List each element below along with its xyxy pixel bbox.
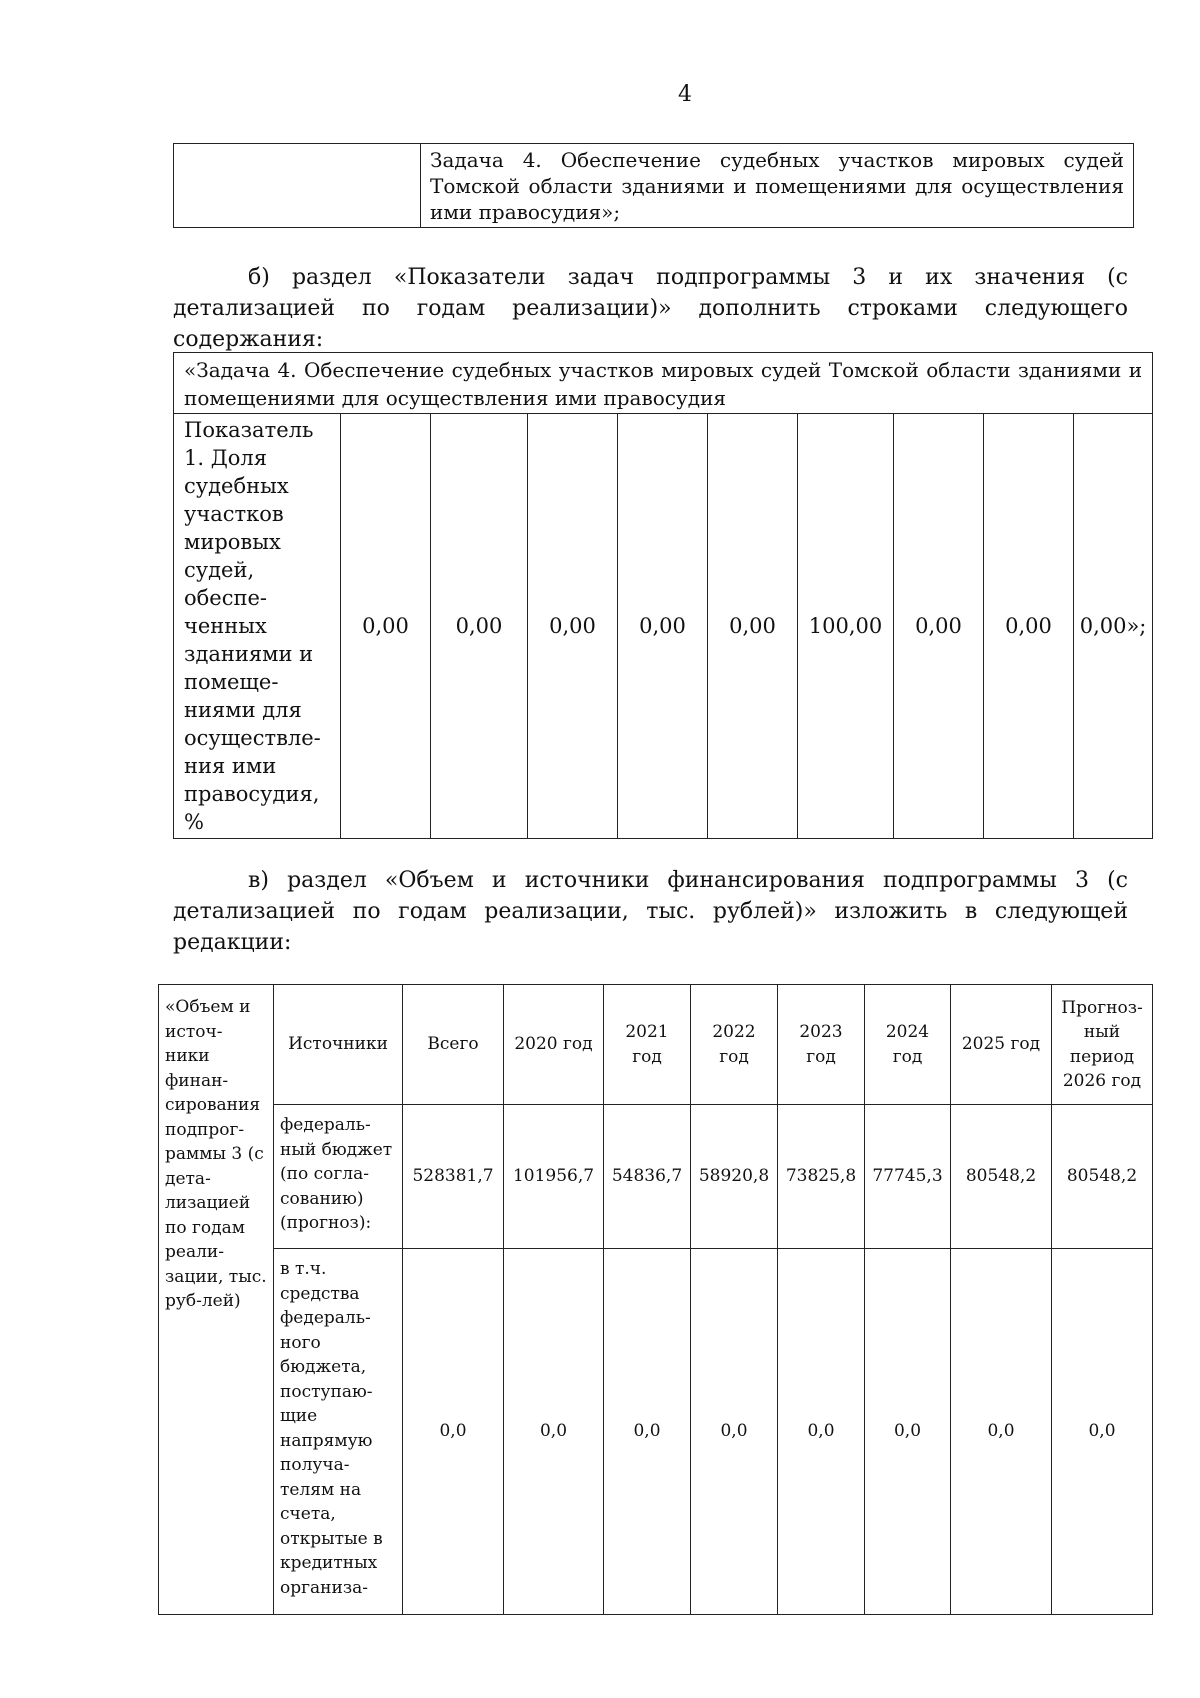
value-cell: 0,0 xyxy=(778,1249,865,1615)
indicator-value: 0,00 xyxy=(984,414,1074,839)
source-federal-budget: федераль-ный бюджет (по согла-сованию) (прогноз): xyxy=(274,1105,403,1249)
indicator-value: 0,00 xyxy=(894,414,984,839)
value-cell: 58920,8 xyxy=(691,1105,778,1249)
indicator-value: 0,00 xyxy=(708,414,798,839)
header-total: Всего xyxy=(403,985,504,1105)
task-4-heading: «Задача 4. Обеспечение судебных участков мировых судей Томской области зданиями и помещениями для осуществления ими правосудия xyxy=(174,353,1153,414)
value-cell: 101956,7 xyxy=(504,1105,604,1249)
paragraph-b-text: б) раздел «Показатели задач подпрограммы 3 и их значения (с детализацией по годам реализации)» дополнить строками следующего содержания: xyxy=(173,265,1128,352)
header-forecast-2026: Прогноз-ный период 2026 год xyxy=(1052,985,1153,1105)
value-cell: 528381,7 xyxy=(403,1105,504,1249)
indicator-value: 100,00 xyxy=(798,414,894,839)
value-cell: 0,0 xyxy=(691,1249,778,1615)
indicator-value: 0,00 xyxy=(431,414,528,839)
header-2021: 2021 год xyxy=(604,985,691,1105)
paragraph-v xyxy=(173,865,1128,958)
table-row xyxy=(159,1249,1153,1615)
financing-table xyxy=(158,984,1153,1615)
value-cell: 77745,3 xyxy=(865,1105,951,1249)
paragraph-b xyxy=(173,262,1128,355)
financing-row-header: «Объем и источ-ники финан-сирования подпрог-раммы 3 (с дета-лизацией по годам реали-зации, тыс. руб-лей) xyxy=(159,985,274,1615)
value-cell: 0,0 xyxy=(604,1249,691,1615)
header-2020: 2020 год xyxy=(504,985,604,1105)
value-cell: 0,0 xyxy=(504,1249,604,1615)
value-cell: 0,0 xyxy=(1052,1249,1153,1615)
source-federal-direct: в т.ч. средства федераль-ного бюджета, поступаю-щие напрямую получа-телям на счета, открытые в кредитных организа- xyxy=(274,1249,403,1615)
indicator-value: 0,00 xyxy=(528,414,618,839)
indicator-value: 0,00 xyxy=(618,414,708,839)
header-2025: 2025 год xyxy=(951,985,1052,1105)
value-cell: 0,0 xyxy=(403,1249,504,1615)
header-sources: Источники xyxy=(274,985,403,1105)
task-table-continuation xyxy=(173,143,1134,228)
indicator-value: 0,00 xyxy=(341,414,431,839)
value-cell: 0,0 xyxy=(951,1249,1052,1615)
paragraph-v-text: в) раздел «Объем и источники финансирования подпрограммы 3 (с детализацией по годам реализации, тыс. рублей)» изложить в следующей редакции: xyxy=(173,868,1128,955)
value-cell: 80548,2 xyxy=(951,1105,1052,1249)
empty-cell xyxy=(174,144,421,228)
indicator-1-label: Показатель 1. Доля судебных участков мировых судей, обеспе-ченных зданиями и помеще-ниями для осуществле-ния ими правосудия, % xyxy=(174,414,341,839)
table-row xyxy=(159,1105,1153,1249)
indicators-table xyxy=(173,352,1153,839)
header-2024: 2024 год xyxy=(865,985,951,1105)
value-cell: 54836,7 xyxy=(604,1105,691,1249)
header-2022: 2022 год xyxy=(691,985,778,1105)
value-cell: 0,0 xyxy=(865,1249,951,1615)
value-cell: 73825,8 xyxy=(778,1105,865,1249)
header-2023: 2023 год xyxy=(778,985,865,1105)
indicator-value: 0,00»; xyxy=(1074,414,1153,839)
page-number: 4 xyxy=(678,82,692,107)
task-4-text: Задача 4. Обеспечение судебных участков мировых судей Томской области зданиями и помещениями для осуществления ими правосудия»; xyxy=(421,144,1134,228)
value-cell: 80548,2 xyxy=(1052,1105,1153,1249)
